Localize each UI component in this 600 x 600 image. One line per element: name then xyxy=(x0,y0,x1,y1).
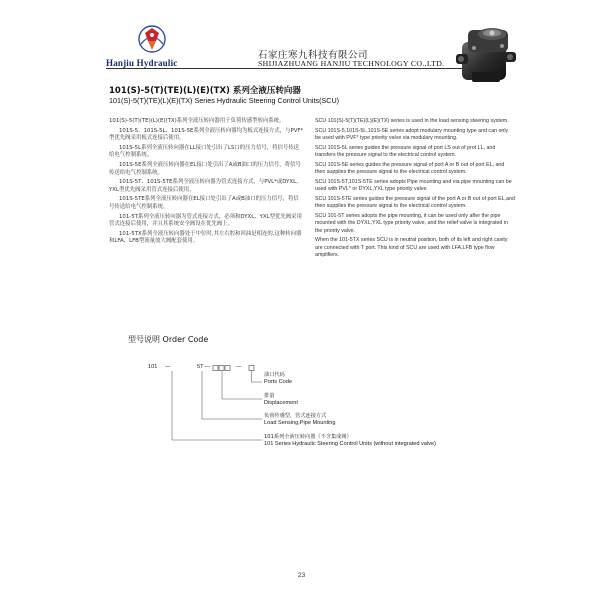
brand-name: Hanjiu Hydraulic xyxy=(106,58,178,68)
connector-lines xyxy=(172,371,262,440)
label-displacement-cn: 排量 xyxy=(264,393,275,399)
paragraph: 101S-5、101S-5L、101S-5E系列全液压转向器均为板式连接方式，与PVF*型优先阀采用板式连接后使用。 xyxy=(109,127,304,142)
label-series-en: 101 Series Hydraulic Steering Control Units (without integrated valve) xyxy=(264,441,436,447)
code-box-2 xyxy=(219,366,224,371)
code-box-1 xyxy=(213,366,218,371)
label-ports-cn: 油口代码 xyxy=(264,372,285,378)
order-code-title: 型号说明 Order Code xyxy=(128,335,209,344)
code-dash-2: — xyxy=(205,364,211,370)
label-displacement-en: Displacement xyxy=(264,400,298,406)
paragraph: SCU 101(S)-5(T)(TE)(L)(E)(TX) series is used in the load sensing steering system. xyxy=(315,118,509,124)
paragraph: 101-5TX系列全液压转向器处于中位时,其左右腔和回油是相连的,这种转向器和LFA、LFB型流量放大阀配套使用。 xyxy=(109,230,302,245)
label-load-sensing-en: Load Sensing,Pipe Mounting xyxy=(264,420,336,426)
paragraph: 101S-5TE系列全液压转向器在EL接口处引出了A或B油口的压力信号，将信号传送给电气控制系统。 xyxy=(109,196,299,210)
paragraph: 101(S)-5(T)(TE)(L)(E)(TX)系列全液压转向器用于负荷传感型转向系统。 xyxy=(109,118,285,124)
paragraph: SCU 101S-5T,101S-5TE series adopts Pipe mounting and via pipe mounting can be used with PVL* or DYXL,YXL type priority valve. xyxy=(315,178,512,192)
section-title-en: 101(S)-5(T)(TE)(L)(E)(TX) Series Hydraulic Steering Control Units(SCU) xyxy=(109,96,340,105)
label-ports-en: Ports Code xyxy=(264,379,292,385)
paragraph: SCU 101S-5TE series guides the pressure signal of the port A or B out of port EL,and then supplies the pressure signal to the electrical control system. xyxy=(315,195,515,209)
paragraph: 101S-5E系列全液压转向器在EL接口处引出了A或B油口的压力信号，将信号传送给电气控制系统。 xyxy=(109,161,301,176)
paragraph: 101S-5T、101S-5TE系列全液压转向器为管式连接方式，与PVL*或DYXL、YXL型优先阀采用管式连接后使用。 xyxy=(109,179,302,193)
code-dash-3: — xyxy=(236,364,242,370)
company-name-cn: 石家庄寒九科技有限公司 xyxy=(258,50,369,61)
company-name-en: SHIJIAZHUANG HANJIU TECHNOLOGY CO.,LTD. xyxy=(258,59,445,68)
paragraph: SCU 101S-5E series guides the pressure signal of port A or B out of port EL, and then supplies the pressure signal to the electrical control system. xyxy=(315,161,505,175)
paragraph: When the 101-5TX series SCU is in neutral position, both of its left and right cavity are connected with T port. This kind of SCU are used with LFA,LFB type flow amplifiers. xyxy=(315,237,508,258)
code-prefix: 101 xyxy=(148,364,158,370)
paragraph: 101-5T系列全液压转向器为管式连接方式，必须和DYXL、YXL型优先阀采用管式连接后使用，并且其系统安全阀设在优先阀上。 xyxy=(109,213,302,228)
code-box-3 xyxy=(225,366,230,371)
label-load-sensing-cn: 负荷传感型，管式连接方式 xyxy=(264,413,327,419)
label-series-cn: 101系列全液压转向器（不含集成阀） xyxy=(264,434,352,440)
section-title-cn: 101(S)-5(T)(TE)(L)(E)(TX) 系列全液压转向器 xyxy=(109,86,301,96)
code-box-4 xyxy=(249,366,254,371)
code-series: 5T xyxy=(197,364,204,370)
paragraph: SCU 101-5T series adopts the pipe mounting, it can be used only after the pipe mounted with the DYXL,YXL type priority valve, and the relief valve is integrated in the priority valve. xyxy=(315,212,508,234)
paragraph: SCU 101S-5,101S-5L,101S-5E series adopt modulary mounting type and can only be used with PVF* type priority valve via modulary mounting. xyxy=(315,127,509,141)
paragraph: 101S-5L系列全液压转向器在LL接口处引出了LS口的压力信号，将信号传送给电气控制系统。 xyxy=(109,144,300,159)
paragraph: SCU 101S-5L series guides the pressure signal of port LS out of prot LL, and transfers the pressure signal to the electrical control system. xyxy=(315,144,496,158)
page-number: 23 xyxy=(298,572,306,579)
code-dash-1: — xyxy=(165,364,171,370)
